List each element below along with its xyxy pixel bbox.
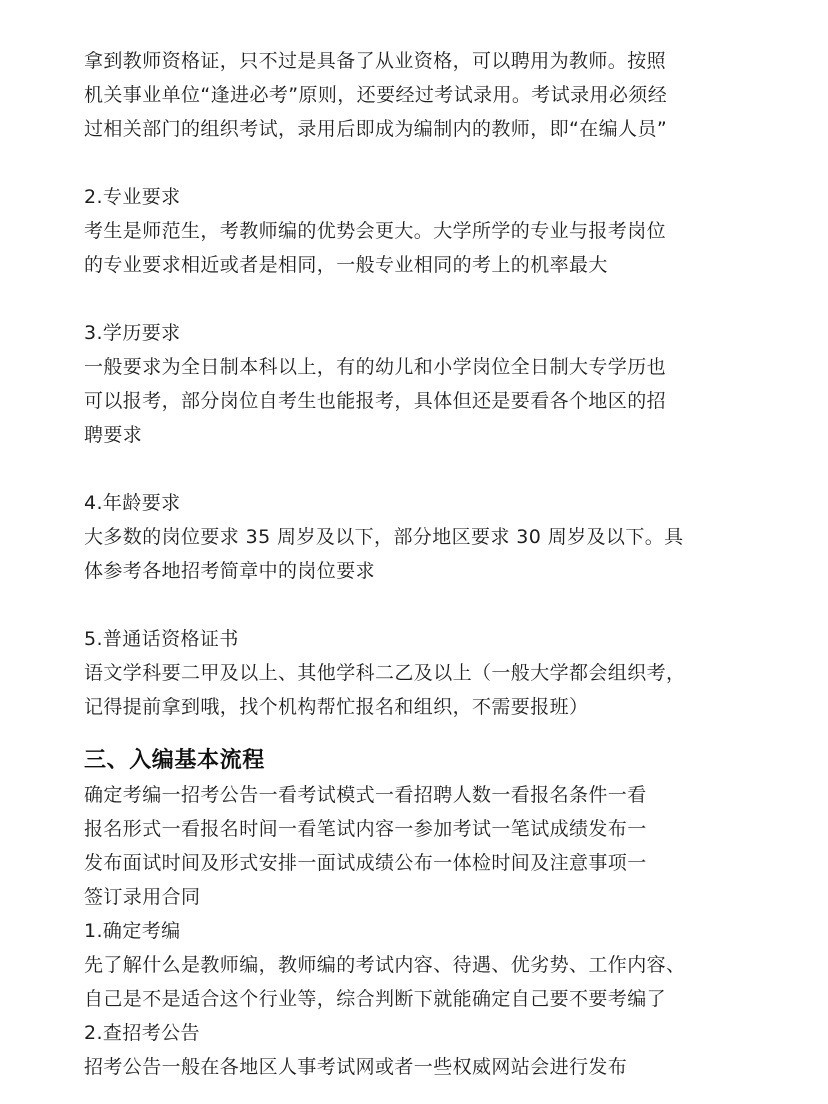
spacer [84,282,702,316]
item-title: 1.确定考编 [84,920,181,942]
item-title: 3.学历要求 [84,322,181,344]
text-line: 机关事业单位“逢进必考”原则，还要经过考试录用。考试录用必须经 [84,84,668,106]
item-title: 2.查招考公告 [84,1022,200,1044]
text-line: 记得提前拿到哦，找个机构帮忙报名和组织，不需要报班） [84,696,589,718]
text-line: 体参考各地招考简章中的岗位要求 [84,560,376,582]
text-line: 招考公告一般在各地区人事考试网或者一些权威网站会进行发布 [84,1056,628,1078]
text-line: 的专业要求相近或者是相同，一般专业相同的考上的机率最大 [84,254,608,276]
step-announcement [84,1016,702,1084]
text-line: 考生是师范生，考教师编的优势会更大。大学所学的专业与报考岗位 [84,220,667,242]
text-line: 过相关部门的组织考试，录用后即成为编制内的教师，即“在编人员” [84,118,668,140]
text-line: 一般要求为全日制本科以上，有的幼儿和小学岗位全日制大专学历也 [84,356,667,378]
text-line: 拿到教师资格证，只不过是具备了从业资格，可以聘用为教师。按照 [84,50,667,72]
text-line: 确定考编一招考公告一看考试模式一看招聘人数一看报名条件一看 [84,784,647,806]
item-title: 4.年龄要求 [84,492,181,514]
text-line: 可以报考，部分岗位自考生也能报考，具体但还是要看各个地区的招 [84,390,667,412]
spacer [84,724,702,744]
spacer [84,146,702,180]
requirement-mandarin [84,622,702,724]
text-line: 聘要求 [84,424,143,446]
section-heading: 三、入编基本流程 [84,748,265,773]
intro-paragraph [84,44,702,146]
text-line: 先了解什么是教师编，教师编的考试内容、待遇、优劣势、工作内容、 [84,954,686,976]
item-title: 2.专业要求 [84,186,181,208]
text-line: 签订录用合同 [84,886,201,908]
section-enrollment-process [84,744,702,914]
requirement-age [84,486,702,588]
text-line: 报名形式一看报名时间一看笔试内容一参加考试一笔试成绩发布一 [84,818,647,840]
step-confirm [84,914,702,1016]
text-line: 语文学科要二甲及以上、其他学科二乙及以上（一般大学都会组织考， [84,662,686,684]
spacer [84,588,702,622]
requirement-major [84,180,702,282]
text-line: 发布面试时间及形式安排一面试成绩公布一体检时间及注意事项一 [84,852,647,874]
requirement-education [84,316,702,452]
spacer [84,452,702,486]
text-line: 自己是不是适合这个行业等，综合判断下就能确定自己要不要考编了 [84,988,667,1010]
item-title: 5.普通话资格证书 [84,628,239,650]
text-line: 大多数的岗位要求 35 周岁及以下，部分地区要求 30 周岁及以下。具 [84,526,684,548]
